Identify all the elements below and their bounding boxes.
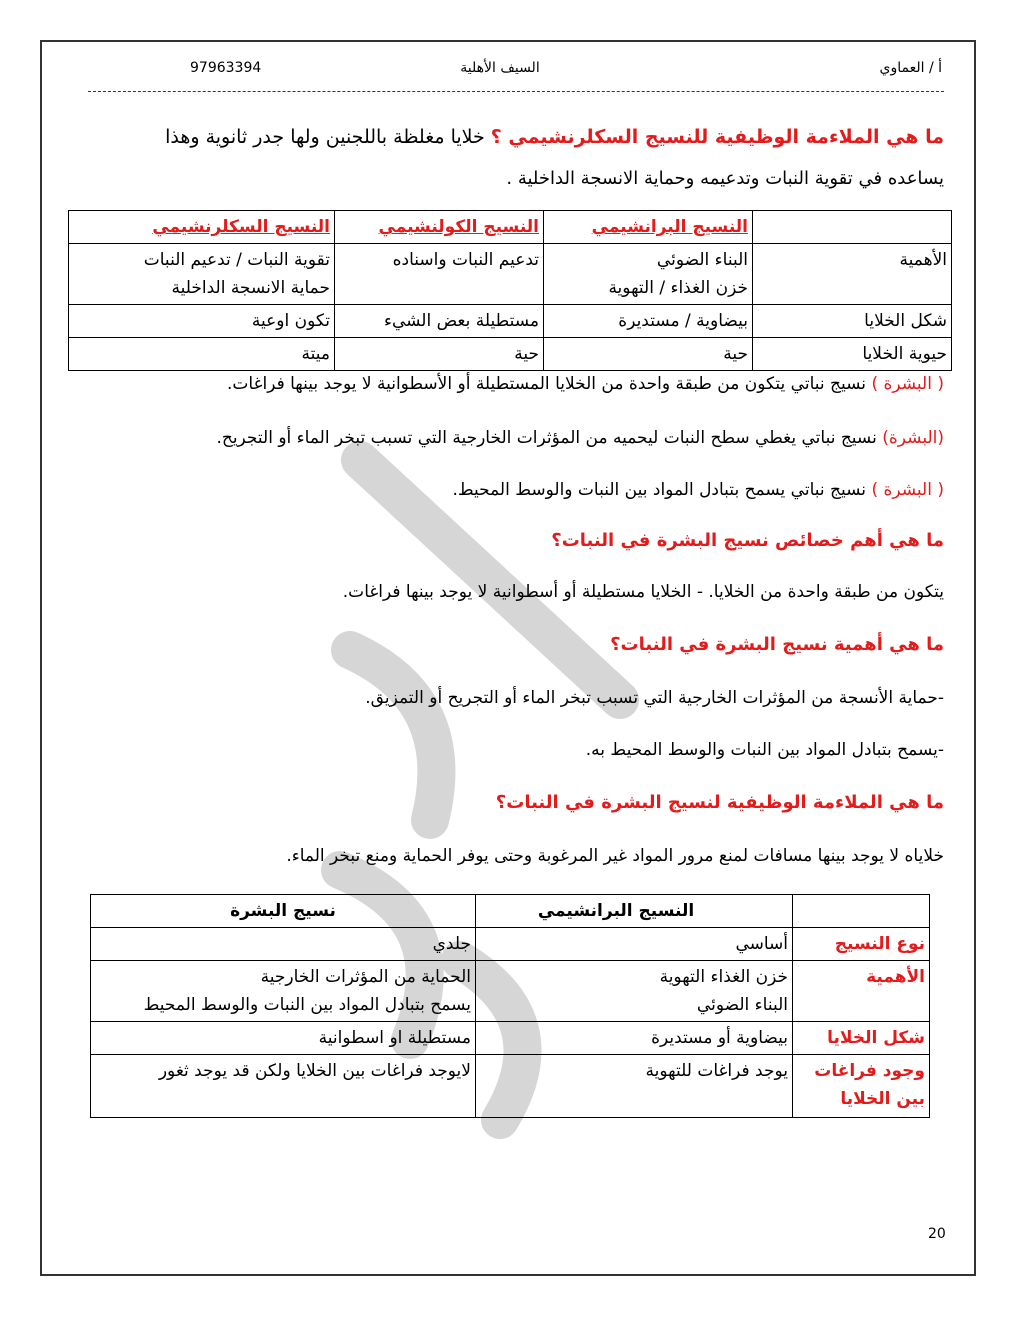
table-cell bbox=[544, 244, 753, 305]
tissue-comparison-table bbox=[68, 210, 952, 371]
definition-3 bbox=[84, 480, 944, 500]
table-row bbox=[69, 211, 952, 244]
header-teacher: أ / العماوي bbox=[879, 60, 942, 76]
cell-line: حماية الانسجة الداخلية bbox=[171, 278, 330, 298]
definition-1 bbox=[84, 374, 944, 394]
question-2: ما هي أهم خصائص نسيج البشرة في النبات؟ bbox=[551, 530, 944, 551]
table-row bbox=[91, 961, 930, 1022]
table-header: النسيج البرانشيمي bbox=[476, 895, 793, 928]
intro-answer-1: خلايا مغلظة باللجنين ولها جدر ثانوية وهذا bbox=[165, 126, 485, 148]
definition-term: (البشرة) bbox=[882, 428, 944, 448]
table-cell: مستطيلة او اسطوانية bbox=[91, 1022, 476, 1055]
table-cell: تكون اوعية bbox=[69, 305, 335, 338]
row-label: نوع النسيج bbox=[793, 928, 930, 961]
table-header: نسيج البشرة bbox=[91, 895, 476, 928]
cell-line: تقوية النبات / تدعيم النبات bbox=[143, 250, 330, 270]
table-cell: ميتة bbox=[69, 338, 335, 371]
table-cell bbox=[793, 895, 930, 928]
table-cell bbox=[69, 244, 335, 305]
answer-3-line-1: -حماية الأنسجة من المؤثرات الخارجية التي تسبب تبخر الماء أو التجريح أو التمزيق. bbox=[365, 688, 944, 708]
header-phone: 97963394 bbox=[190, 60, 262, 76]
table-header: النسيج السكلرنشيمي bbox=[69, 211, 335, 244]
cell-line: خزن الغذاء / التهوية bbox=[608, 278, 748, 298]
table-cell: يوجد فراغات للتهوية bbox=[476, 1055, 793, 1118]
table-header: النسيج الكولنشيمي bbox=[335, 211, 544, 244]
question-3: ما هي أهمية نسيج البشرة في النبات؟ bbox=[610, 634, 944, 655]
intro-answer-2: يساعده في تقوية النبات وتدعيمه وحماية الانسجة الداخلية . bbox=[506, 168, 944, 189]
row-label: شكل الخلايا bbox=[793, 1022, 930, 1055]
page-number: 20 bbox=[928, 1226, 946, 1242]
table-header: النسيج البرانشيمي bbox=[544, 211, 753, 244]
table-row bbox=[69, 305, 952, 338]
cell-line: البناء الضوئي bbox=[656, 250, 748, 270]
definition-text: نسيج نباتي يسمح بتبادل المواد بين النبات والوسط المحيط. bbox=[452, 480, 867, 500]
table-row bbox=[69, 338, 952, 371]
row-label: الأهمية bbox=[793, 961, 930, 1022]
cell-line: يسمح بتبادل المواد بين النبات والوسط المحيط bbox=[143, 995, 471, 1015]
table-cell: جلدي bbox=[91, 928, 476, 961]
definition-term: ( البشرة ) bbox=[871, 374, 944, 394]
row-label: وجود فراغات بين الخلايا bbox=[793, 1055, 930, 1118]
table-cell: تدعيم النبات واسناده bbox=[335, 244, 544, 305]
table-cell: مستطيلة بعض الشيء bbox=[335, 305, 544, 338]
row-label: الأهمية bbox=[753, 244, 952, 305]
answer-2: يتكون من طبقة واحدة من الخلايا. - الخلايا مستطيلة أو أسطوانية لا يوجد بينها فراغات. bbox=[342, 582, 944, 602]
cell-line: البناء الضوئي bbox=[696, 995, 788, 1015]
header-school: السيف الأهلية bbox=[460, 60, 540, 76]
intro-line-1 bbox=[84, 126, 944, 148]
definition-term: ( البشرة ) bbox=[871, 480, 944, 500]
epidermis-comparison-table bbox=[90, 894, 930, 1118]
table-cell: بيضاوية أو مستديرة bbox=[476, 1022, 793, 1055]
row-label: حيوية الخلايا bbox=[753, 338, 952, 371]
table-cell bbox=[753, 211, 952, 244]
answer-4: خلاياه لا يوجد بينها مسافات لمنع مرور المواد غير المرغوبة وحتى يوفر الحماية ومنع تبخر الماء. bbox=[286, 846, 944, 866]
table-row bbox=[91, 1022, 930, 1055]
intro-question: ما هي الملاءمة الوظيفية للنسيج السكلرنشيمي ؟ bbox=[490, 126, 944, 148]
cell-line: الحماية من المؤثرات الخارجية bbox=[260, 967, 471, 987]
row-label: شكل الخلايا bbox=[753, 305, 952, 338]
table-cell: حية bbox=[544, 338, 753, 371]
table-cell: أساسي bbox=[476, 928, 793, 961]
table-cell bbox=[91, 961, 476, 1022]
header-divider bbox=[88, 91, 944, 92]
table-row bbox=[91, 895, 930, 928]
question-4: ما هي الملاءمة الوظيفية لنسيج البشرة في النبات؟ bbox=[495, 792, 944, 813]
answer-3-line-2: -يسمح بتبادل المواد بين النبات والوسط المحيط به. bbox=[585, 740, 944, 760]
table-row bbox=[91, 928, 930, 961]
cell-line: خزن الغذاء التهوية bbox=[659, 967, 788, 987]
definition-text: نسيج نباتي يتكون من طبقة واحدة من الخلايا المستطيلة أو الأسطوانية لا يوجد بينها فراغات. bbox=[227, 374, 867, 394]
table-cell: حية bbox=[335, 338, 544, 371]
table-cell: بيضاوية / مستديرة bbox=[544, 305, 753, 338]
definition-text: نسيج نباتي يغطي سطح النبات ليحميه من المؤثرات الخارجية التي تسبب تبخر الماء أو التجريح. bbox=[216, 428, 877, 448]
table-cell bbox=[476, 961, 793, 1022]
table-cell: لايوجد فراغات بين الخلايا ولكن قد يوجد ثغور bbox=[91, 1055, 476, 1118]
table-row bbox=[69, 244, 952, 305]
definition-2 bbox=[84, 428, 944, 448]
table-row bbox=[91, 1055, 930, 1118]
